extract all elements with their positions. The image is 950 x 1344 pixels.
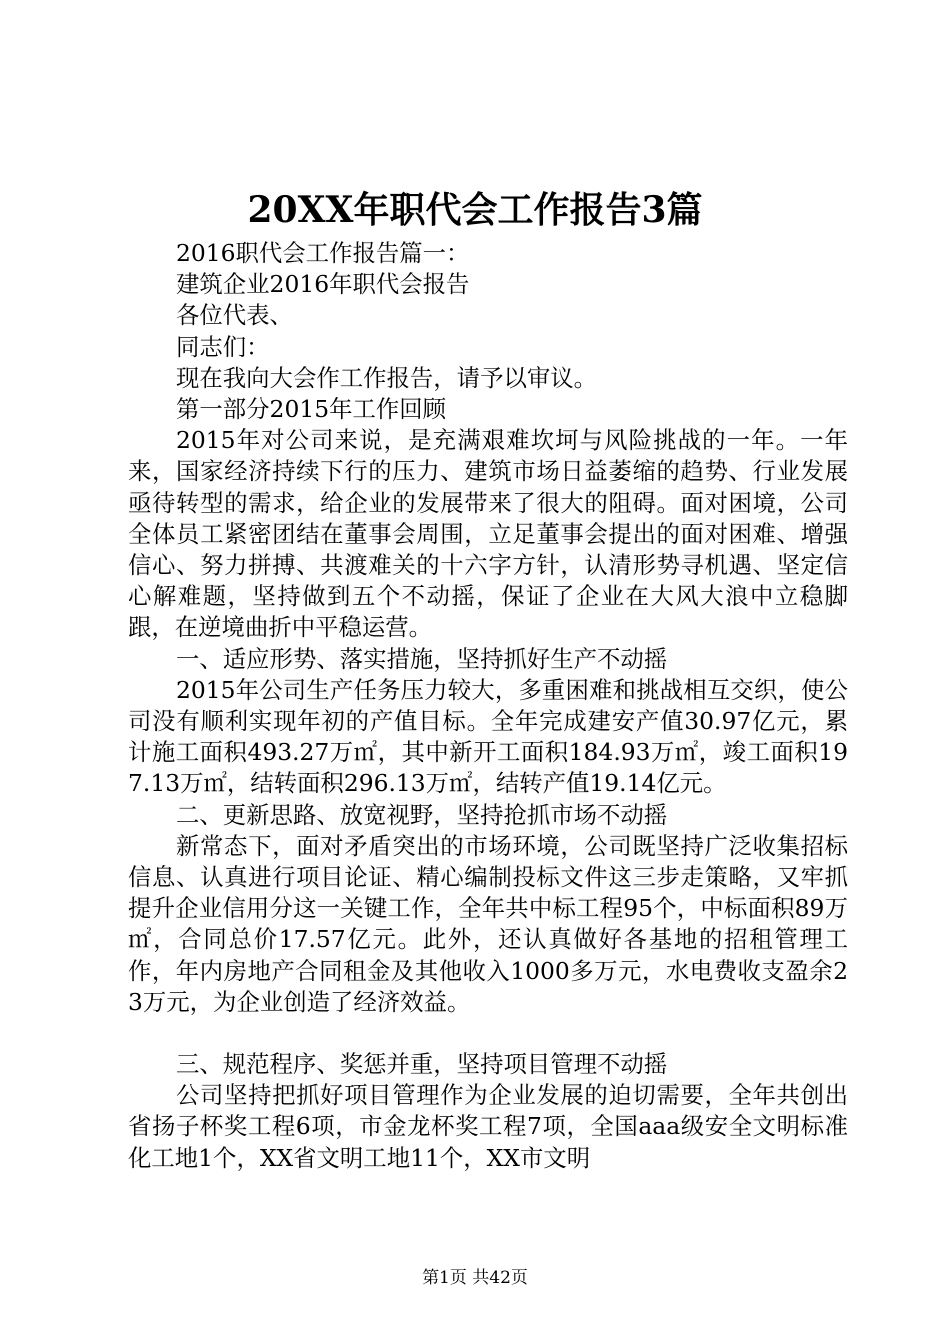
section-heading: 三、规范程序、奖惩并重，坚持项目管理不动摇 (176, 1050, 668, 1079)
paragraph: 同志们： (176, 332, 270, 361)
paragraph: 公司坚持把抓好项目管理作为企业发展的迫切需要，全年共创出省扬子杯奖工程6项，市金龙杯奖工程7项，全国aaa级安全文明标准化工地1个，XX省文明工地11个，XX市文明 (128, 1081, 848, 1172)
paragraph: 建筑企业2016年职代会报告 (176, 270, 470, 299)
paragraph: 2015年公司生产任务压力较大，多重困难和挑战相互交织，使公司没有顺利实现年初的产值目标。全年完成建安产值30.97亿元，累计施工面积493.27万㎡，其中新开工面积184.93万㎡，竣工面积197.13万㎡，结转面积296.13万㎡，结转产值19.14亿元。 (128, 675, 848, 798)
document-body (128, 238, 848, 1174)
paragraph: 新常态下，面对矛盾突出的市场环境，公司既坚持广泛收集招标信息、认真进行项目论证、精心编制投标文件这三步走策略，又牢抓提升企业信用分这一关键工作，全年共中标工程95个，中标面积89万㎡，合同总价17.57亿元。此外，还认真做好各基地的招租管理工作，年内房地产合同租金及其他收入1000多万元，水电费收支盈余23万元，为企业创造了经济效益。 (128, 831, 848, 1016)
paragraph: 2016职代会工作报告篇一： (176, 239, 470, 267)
paragraph: 各位代表、 (176, 301, 293, 330)
paragraph: 2015年对公司来说，是充满艰难坎坷与风险挑战的一年。一年来，国家经济持续下行的压力、建筑市场日益萎缩的趋势、行业发展亟待转型的需求，给企业的发展带来了很大的阻碍。面对困境，公司全体员工紧密团结在董事会周围，立足董事会提出的面对困难、增强信心、努力拼搏、共渡难关的十六字方针，认清形势寻机遇、坚定信心解难题，坚持做到五个不动摇，保证了企业在大风大浪中立稳脚跟，在逆境曲折中平稳运营。 (128, 426, 848, 642)
page-number-footer: 第1页 共42页 (422, 1268, 528, 1288)
section-heading: 一、适应形势、落实措施，坚持抓好生产不动摇 (176, 644, 668, 673)
page-title: 20XX年职代会工作报告3篇 (247, 189, 703, 231)
paragraph: 现在我向大会作工作报告，请予以审议。 (176, 363, 598, 392)
section-heading: 二、更新思路、放宽视野，坚持抢抓市场不动摇 (176, 800, 668, 829)
section-heading: 第一部分2015年工作回顾 (176, 395, 447, 424)
